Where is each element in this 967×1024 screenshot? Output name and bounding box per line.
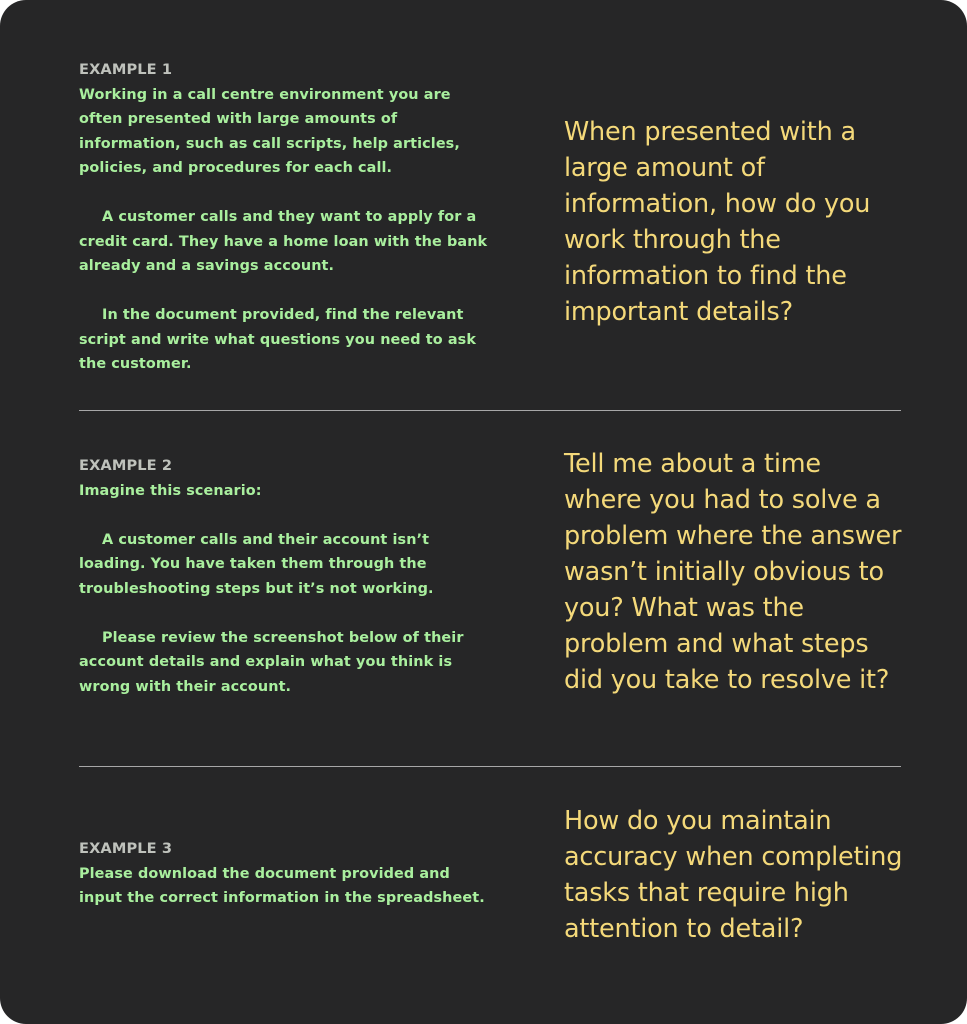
example-2-paragraph-1: Imagine this scenario:: [79, 482, 262, 499]
example-1-paragraph-2: A customer calls and they want to apply for a credit card. They have a home loan with the bank already and a savings account.: [79, 209, 488, 274]
example-2-description: [79, 454, 489, 699]
example-3-description: [79, 837, 489, 911]
divider-2: [79, 766, 901, 767]
example-3-paragraph-1: Please download the document provided and input the correct information in the spreadsheet.: [79, 865, 485, 906]
example-1-description: [79, 58, 489, 377]
divider-1: [79, 410, 901, 411]
example-3-question: How do you maintain accuracy when completing tasks that require high attention to detail?: [564, 806, 903, 944]
example-2-question: Tell me about a time where you had to solve a problem where the answer wasn’t initially obvious to you? What was the problem and what steps did you take to resolve it?: [564, 449, 902, 695]
example-2-paragraph-2: A customer calls and their account isn’t loading. You have taken them through the troubleshooting steps but it’s not working.: [79, 531, 434, 597]
example-3-label: EXAMPLE 3: [79, 840, 173, 857]
example-2-label: EXAMPLE 2: [79, 457, 173, 474]
example-1-paragraph-1: Working in a call centre environment you are often presented with large amounts of information, such as call scripts, help articles, policies, and procedures for each call.: [79, 86, 460, 176]
example-1-label: EXAMPLE 1: [79, 61, 173, 78]
example-1-question: When presented with a large amount of information, how do you work through the information to find the important details?: [564, 117, 871, 327]
example-2-paragraph-3: Please review the screenshot below of their account details and explain what you think is wrong with their account.: [79, 629, 464, 695]
example-1-paragraph-3: In the document provided, find the relevant script and write what questions you need to ask the customer.: [79, 307, 477, 372]
